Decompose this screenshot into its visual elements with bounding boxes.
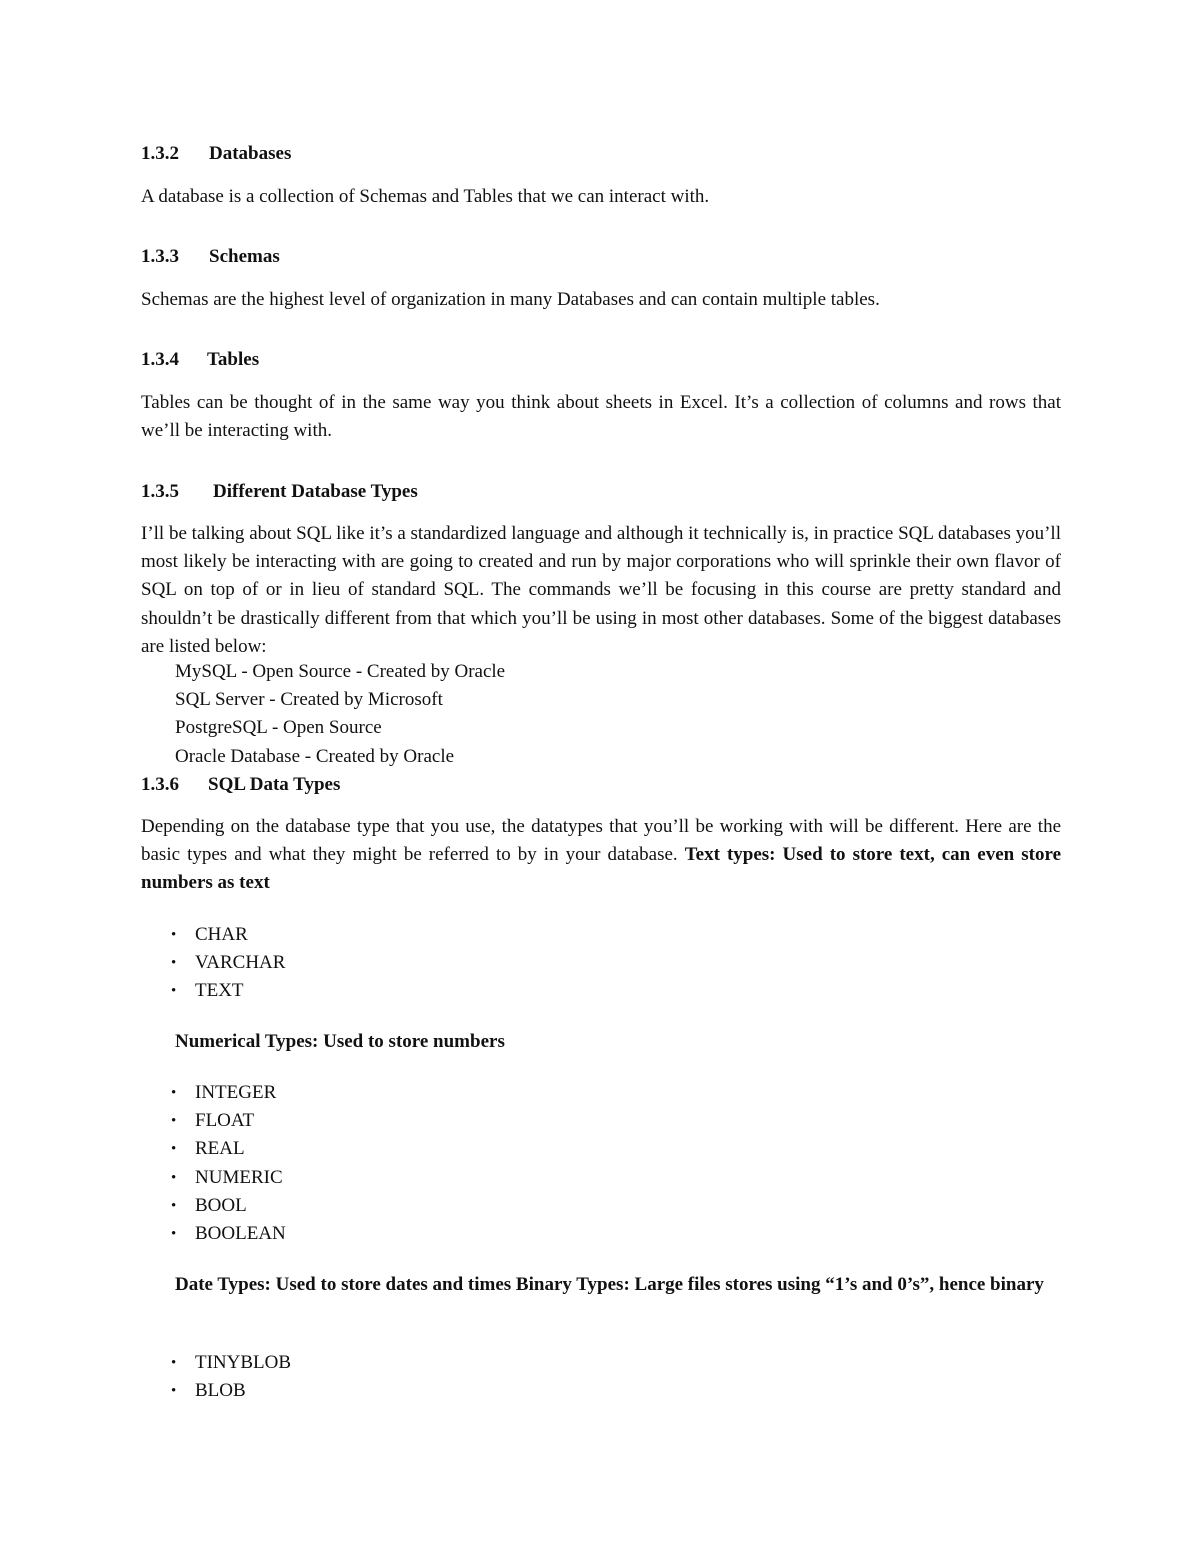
list-item-label: BOOL xyxy=(195,1194,247,1216)
date-binary-types-heading: Date Types: Used to store dates and times Binary Types: Large files stores using “1’s and 0’s”, hence binary xyxy=(175,1274,1044,1295)
section-body-tables: Tables can be thought of in the same way you think about sheets in Excel. It’s a collection of columns and rows that we’ll be interacting with. xyxy=(141,392,1061,442)
bullet-icon: • xyxy=(171,1355,177,1371)
section-number: 1.3.4 xyxy=(141,349,179,370)
section-number: 1.3.2 xyxy=(141,143,179,164)
section-title: SQL Data Types xyxy=(208,774,341,795)
numerical-types-heading: Numerical Types: Used to store numbers xyxy=(175,1031,505,1052)
section-title: Different Database Types xyxy=(213,481,418,502)
list-item-label: TEXT xyxy=(195,980,244,1002)
section-heading-db-types xyxy=(141,480,418,504)
section-title: Databases xyxy=(209,143,292,164)
section-number: 1.3.6 xyxy=(141,774,179,795)
list-item: SQL Server - Created by Microsoft xyxy=(175,689,443,711)
section-heading-schemas xyxy=(141,245,280,269)
database-list xyxy=(175,658,505,771)
list-item-label: INTEGER xyxy=(195,1082,277,1103)
list-item-label: BOOLEAN xyxy=(195,1222,286,1244)
bullet-icon: • xyxy=(171,927,177,943)
list-item-label: BLOB xyxy=(195,1380,246,1402)
section-heading-databases xyxy=(141,142,292,166)
list-item-label: FLOAT xyxy=(195,1110,255,1132)
section-title: Tables xyxy=(207,349,260,370)
list-item-label: CHAR xyxy=(195,924,248,945)
list-item-label: REAL xyxy=(195,1138,245,1160)
section-title: Schemas xyxy=(209,246,280,267)
bullet-icon: • xyxy=(171,1169,177,1186)
list-item-label: NUMERIC xyxy=(195,1166,283,1188)
section-heading-tables xyxy=(141,348,260,372)
bullet-icon: • xyxy=(171,1383,177,1400)
section-number: 1.3.5 xyxy=(141,481,179,502)
list-item-label: TINYBLOB xyxy=(195,1352,292,1373)
bullet-icon: • xyxy=(171,1225,177,1242)
list-item: Oracle Database - Created by Oracle xyxy=(175,745,455,767)
intro-text: Depending on the database type that you use, the datatypes that you’ll be working with will be different. Here are the basic types and what they might be referred to by in your database. xyxy=(141,816,1061,866)
list-item: PostgreSQL - Open Source xyxy=(175,717,382,739)
section-body-databases: A database is a collection of Schemas and Tables that we can interact with. xyxy=(141,186,710,207)
list-item-label: VARCHAR xyxy=(195,952,286,974)
section-body-data-types xyxy=(141,813,1061,898)
bullet-icon: • xyxy=(171,1141,177,1158)
bullet-icon: • xyxy=(171,1197,177,1214)
bullet-icon: • xyxy=(171,955,177,972)
bullet-icon: • xyxy=(171,1113,177,1130)
bullet-icon: • xyxy=(171,1085,177,1101)
text-types-heading: Text types: Used to store text, can even store numbers as text xyxy=(141,844,1062,894)
bullet-icon: • xyxy=(171,983,177,1000)
section-body-schemas: Schemas are the highest level of organization in many Databases and can contain multiple tables. xyxy=(141,289,880,310)
section-number: 1.3.3 xyxy=(141,246,179,267)
section-heading-data-types xyxy=(141,773,341,797)
list-item: MySQL - Open Source - Created by Oracle xyxy=(175,661,506,682)
section-body-db-types: I’ll be talking about SQL like it’s a standardized language and although it technically is, in practice SQL databases you’ll most likely be interacting with are going to created and run by major corporations who will sprinkle their own flavor of SQL on top of or in lieu of standard SQL. The commands we’ll be focusing in this course are pretty standard and shouldn’t be drastically different from that which you’ll be using in most other databases. Some of the biggest databases are listed below: xyxy=(141,523,1061,657)
